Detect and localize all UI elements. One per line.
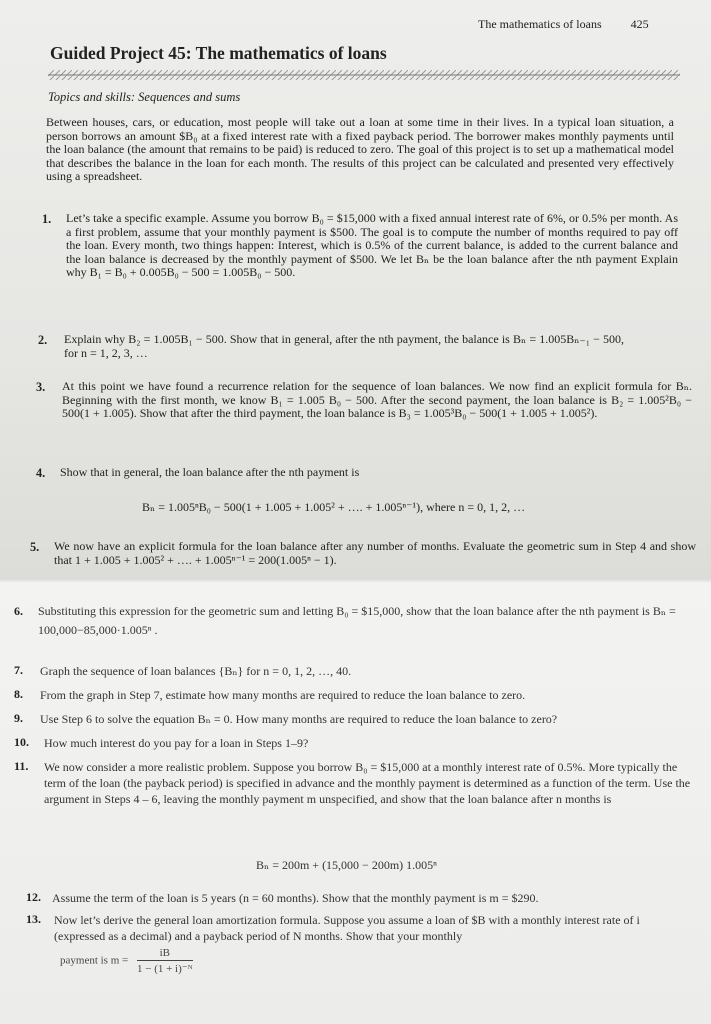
- step-4-text: Show that in general, the loan balance after the nth payment is: [60, 465, 360, 479]
- step-13-number: 13.: [26, 912, 41, 926]
- running-header: [478, 17, 649, 32]
- step-1-number: 1.: [42, 212, 52, 226]
- step-10-text: How much interest do you pay for a loan in Steps 1–9?: [44, 736, 309, 750]
- step-7-text: Graph the sequence of loan balances {Bₙ} for n = 0, 1, 2, …, 40.: [40, 664, 352, 678]
- formula-numerator: iB: [137, 947, 193, 961]
- decorative-title-rule: [48, 64, 680, 86]
- step-4-number: 4.: [36, 466, 46, 480]
- formula-denominator: 1 − (1 + i)⁻ᴺ: [136, 963, 193, 975]
- step-6-text: Substituting this expression for the geometric sum and letting B₀ = $15,000, show that the loan balance after the nth payment is Bₙ = 100,000−85,000·1.005ⁿ .: [38, 604, 676, 637]
- step-5-text: We now have an explicit formula for the loan balance after any number of months. Evaluate the geometric sum in Step 4 and show that 1 + 1.005 + 1.005² + …. + 1.005ⁿ⁻¹ = 200(1.005ⁿ − 1).: [54, 539, 696, 567]
- amortization-formula: [60, 947, 193, 975]
- formula-fraction: [137, 947, 193, 975]
- step-3-text: At this point we have found a recurrence relation for the sequence of loan balances. We now find an explicit formula for Bₙ. Beginning with the first month, we know B₁ = 1.005 B₀ − 500. After the second payment, the loan balance is B₂ = 1.005²B₀ − 500(1 + 1.005). Show that after the third payment, the loan balance is B₃ = 1.005³B₀ − 500(1 + 1.005 + 1.005²).: [62, 379, 692, 421]
- step-8-text: From the graph in Step 7, estimate how many months are required to reduce the loan balance to zero.: [40, 688, 526, 702]
- step-13-text: Now let’s derive the general loan amortization formula. Suppose you assume a loan of $B with a monthly interest rate of i (expressed as a decimal) and a payback period of N months. Show that your monthly: [54, 913, 640, 943]
- running-title: The mathematics of loans: [478, 17, 602, 31]
- step-10-number: 10.: [14, 735, 29, 749]
- step-9-number: 9.: [14, 711, 23, 725]
- step-11-equation: Bₙ = 200m + (15,000 − 200m) 1.005ⁿ: [256, 858, 437, 872]
- step-11-number: 11.: [14, 759, 29, 773]
- step-8-number: 8.: [14, 687, 23, 701]
- topics-line: Topics and skills: Sequences and sums: [48, 90, 241, 104]
- step-7-number: 7.: [14, 663, 23, 677]
- step-12-number: 12.: [26, 890, 41, 904]
- step-11-text: We now consider a more realistic problem. Suppose you borrow B₀ = $15,000 at a monthly interest rate of 0.5%. More typically the term of the loan (the payback period) is specified in advance and the monthly payment is determined as a function of the term. Use the argument in Steps 4 – 6, leaving the monthly payment m unspecified, and show that the loan balance after n months is: [44, 760, 691, 806]
- intro-paragraph: Between houses, cars, or education, most people will take out a loan at some time in their lives. In a typical loan situation, a person borrows an amount $B₀ at a fixed interest rate with a fixed payback period. The borrower makes monthly payments until the loan balance (the amount that remains to be paid) is reduced to zero. The goal of this project is to set up a mathematical model that describes the balance in the loan for each month. The results of this project can be calculated and presented very effectively using a spreadsheet.: [46, 115, 674, 184]
- step-1-text: Let’s take a specific example. Assume you borrow B₀ = $15,000 with a fixed annual interest rate of 6%, or 0.5% per month. As a first problem, assume that your monthly payment is $500. The goal is to compute the number of months required to pay off the loan. Every month, two things happen: Interest, which is 0.5% of the current balance, is added to the current balance and the loan balance is decreased by the monthly payment of $500. We let Bₙ be the loan balance after the nth payment Explain why B₁ = B₀ + 0.005B₀ − 500 = 1.005B₀ − 500.: [66, 211, 678, 280]
- page-number: 425: [630, 17, 649, 31]
- step-4-equation: Bₙ = 1.005ⁿB₀ − 500(1 + 1.005 + 1.005² + …. + 1.005ⁿ⁻¹), where n = 0, 1, 2, …: [142, 500, 526, 514]
- step-2-number: 2.: [38, 333, 48, 347]
- project-title: Guided Project 45: The mathematics of loans: [50, 43, 387, 63]
- step-6-number: 6.: [14, 604, 23, 618]
- step-9-text: Use Step 6 to solve the equation Bₙ = 0. How many months are required to reduce the loan balance to zero?: [40, 712, 558, 726]
- step-3-number: 3.: [36, 380, 46, 394]
- step-5-number: 5.: [30, 540, 40, 554]
- step-12-text: Assume the term of the loan is 5 years (n = 60 months). Show that the monthly payment is m = $290.: [52, 891, 539, 905]
- step-2-text: Explain why B₂ = 1.005B₁ − 500. Show that in general, after the nth payment, the balance is Bₙ = 1.005Bₙ₋₁ − 500, for n = 1, 2, 3, …: [64, 332, 624, 360]
- formula-lead: payment is m =: [60, 954, 129, 967]
